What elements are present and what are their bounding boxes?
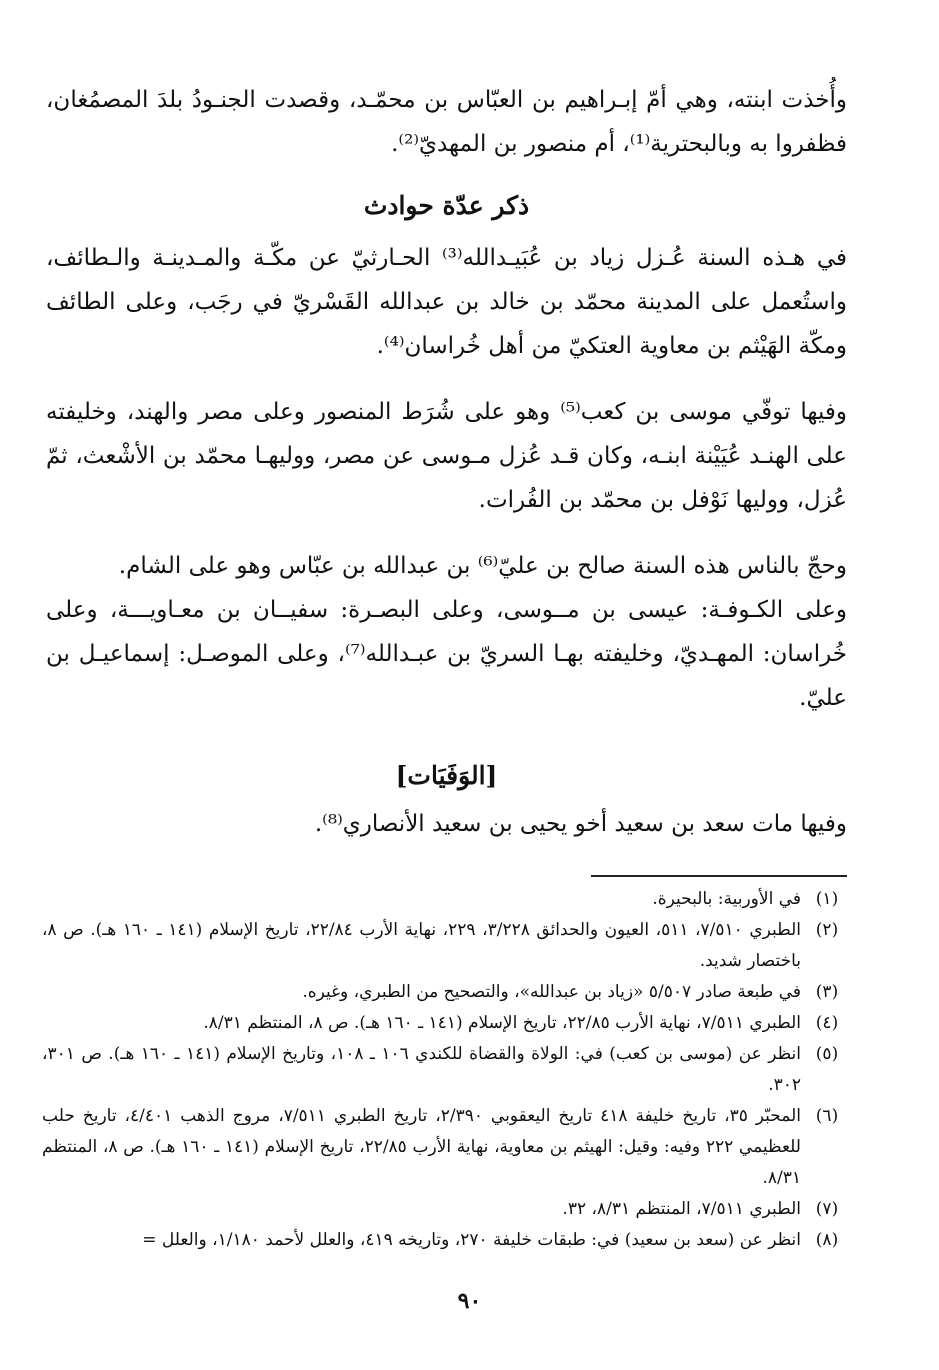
wafayat-paragraph: وفيها مات سعد بن سعيد أخو يحيى بن سعيد الأنصاري⁽⁸⁾. <box>314 811 847 837</box>
paragraph: وعلى الكـوفـة: عيسى بن مــوسى، وعلى البصـرة: سفيــان بن معـاويـــة، وعلى خُراسان: المهـديّ، وخليفته بهـا السريّ بن عبـدالله⁽⁷⁾، وعلى الموصـل: إسماعيـل بن عليّ. <box>46 597 848 711</box>
paragraph: وحجّ بالناس هذه السنة صالح بن عليّ⁽⁶⁾ بن عبدالله بن عبّاس وهو على الشام. <box>118 553 847 579</box>
footnote-number: (٦) <box>815 1106 839 1126</box>
footnotes <box>42 884 853 1256</box>
footnote-text: الطبري ٧/٥١٠، ٥١١، العيون والحدائق ٣/٢٢٨، ٢٢٩، نهاية الأرب ٢٢/٨٤، تاريخ الإسلام (١٤١ ـ ١٦٠ هـ). ص ٨، باختصار شديد. <box>42 920 802 971</box>
page-number: ٩٠ <box>457 1288 482 1314</box>
footnote-text: في طبعة صادر ٥/٥٠٧ «زياد بن عبدالله»، والتصحيح من الطبري، وغيره. <box>302 982 801 1002</box>
footnote <box>42 1101 853 1194</box>
footnote-text: المحبّر ٣٥، تاريخ خليفة ٤١٨ تاريخ اليعقوبي ٢/٣٩٠، تاريخ الطبري ٧/٥١١، مروج الذهب ٤/٤٠١، تاريخ حلب للعظيمي ٢٢٢ وفيه: وقيل: الهيثم بن معاوية، نهاية الأرب ٢٢/٨٥، تاريخ الإسلام (١٤١ ـ ١٦٠ هـ). ص ٨، المنتظم ٨/٣١. <box>42 1106 801 1188</box>
footnote-separator <box>591 875 847 877</box>
wafayat-heading: [الوَفَيَات] <box>395 761 498 790</box>
footnote <box>42 884 853 915</box>
footnote-text: انظر عن (موسى بن كعب) في: الولاة والقضاة للكندي ١٠٦ ـ ١٠٨، وتاريخ الإسلام (١٤١ ـ ١٦٠ هـ). ص ٣٠١، ٣٠٢. <box>42 1044 801 1095</box>
footnote-number: (٢) <box>815 920 839 940</box>
footnote-number: (٨) <box>815 1230 839 1250</box>
footnote <box>42 1039 853 1101</box>
footnote-number: (٣) <box>815 982 839 1002</box>
footnote <box>42 1194 853 1225</box>
footnote-text: في الأوربية: بالبحيرة. <box>652 889 801 909</box>
footnote-number: (٤) <box>815 1013 839 1033</box>
paragraph: في هـذه السنة عُـزل زياد بن عُبَيـدالله⁽³⁾ الحـارثيّ عن مكّـة والمـدينـة والـطائف، واستُعمل على المدينة محمّد بن خالد بن عبدالله القَسْريّ في رجَب، وعلى الطائف ومكّة الهَيْثم بن معاوية العتكيّ من أهل خُراسان⁽⁴⁾. <box>46 245 847 359</box>
footnote-text: الطبري ٧/٥١١، نهاية الأرب ٢٢/٨٥، تاريخ الإسلام (١٤١ ـ ١٦٠ هـ). ص ٨، المنتظم ٨/٣١. <box>203 1013 801 1033</box>
main-text <box>46 78 847 846</box>
footnote <box>42 1008 853 1039</box>
footnote-text: الطبري ٧/٥١١، المنتظم ٨/٣١، ٣٢. <box>562 1199 801 1219</box>
paragraph: وفيها توفّي موسى بن كعب⁽⁵⁾ وهو على شُرَط المنصور وعلى مصر والهند، وخليفته على الهنـد عُيَيْنة ابنـه، وكان قـد عُزل مـوسى عن مصر، ووليهـا محمّد بن الأشْعث، ثمّ عُزل، ووليها نَوْفل بن محمّد بن الفُرات. <box>46 399 847 513</box>
section-heading: ذكر عدّة حوادث <box>363 191 530 220</box>
footnote-text: انظر عن (سعد بن سعيد) في: طبقات خليفة ٢٧٠، وتاريخه ٤١٩، والعلل لأحمد ١/١٨٠، والعلل = <box>142 1230 801 1250</box>
footnote-number: (٥) <box>815 1044 839 1064</box>
footnote <box>42 1225 853 1256</box>
intro-paragraph: وأُخذت ابنته، وهي أمّ إبـراهيم بن العبّاس بن محمّـد، وقصدت الجنـودُ بلدَ المصمُغان، فظفروا به وبالبحترية⁽¹⁾، أم منصور بن المهديّ⁽²⁾. <box>46 87 847 157</box>
footnote-number: (٧) <box>815 1199 839 1219</box>
footnote-number: (١) <box>815 889 839 909</box>
footnote <box>42 977 853 1008</box>
footnote <box>42 915 853 977</box>
